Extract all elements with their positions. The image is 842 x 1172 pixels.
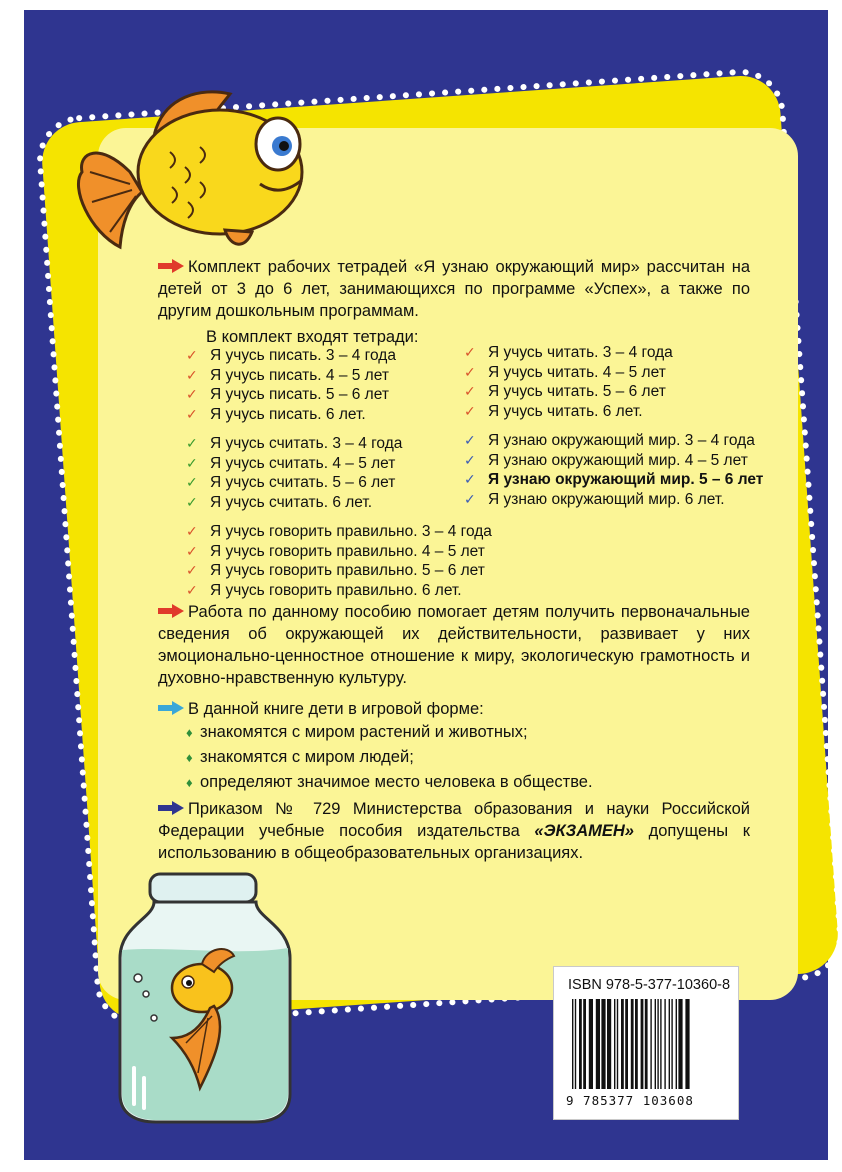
check-icon: ✓ bbox=[464, 363, 476, 380]
check-icon: ✓ bbox=[186, 366, 198, 383]
check-icon: ✓ bbox=[186, 405, 198, 422]
isbn-label: ISBN 978-5-377-10360-8 bbox=[568, 977, 731, 993]
game-bullet-item bbox=[186, 745, 593, 770]
workbook-item bbox=[186, 473, 492, 493]
barcode-bar bbox=[614, 999, 615, 1089]
game-bullets bbox=[186, 720, 593, 795]
game-heading bbox=[158, 698, 484, 720]
barcode-bar bbox=[621, 999, 624, 1089]
diamond-bullet-icon: ♦ bbox=[186, 775, 193, 790]
diamond-bullet-icon: ♦ bbox=[186, 750, 193, 765]
workbook-item bbox=[186, 454, 492, 474]
barcode-bar bbox=[678, 999, 682, 1089]
workbook-title: Я учусь говорить правильно. 6 лет. bbox=[210, 581, 462, 599]
publisher-name: «ЭКЗАМЕН» bbox=[534, 822, 634, 840]
isbn-block bbox=[553, 966, 739, 1120]
purpose-paragraph bbox=[158, 601, 750, 689]
barcode-bar bbox=[657, 999, 658, 1089]
barcode-bar bbox=[664, 999, 665, 1089]
barcode-bar bbox=[579, 999, 582, 1089]
check-icon: ✓ bbox=[186, 493, 198, 510]
workbook-title: Я учусь читать. 5 – 6 лет bbox=[488, 383, 666, 400]
workbook-title: Я учусь писать. 4 – 5 лет bbox=[210, 366, 389, 384]
cyan-arrow-icon bbox=[158, 701, 184, 715]
purpose-text: Работа по данному пособию помогает детям получить первоначальные сведения об окружающей их действительности, развивает у них эмоционально-ценностное отношение к миру, экологическую грамотность и духовно-нравственную культуру. bbox=[158, 603, 750, 687]
check-icon: ✓ bbox=[464, 402, 476, 419]
barcode-bar bbox=[650, 999, 651, 1089]
isbn-digits: 9 785377 103608 bbox=[566, 1093, 694, 1108]
check-icon: ✓ bbox=[186, 435, 198, 451]
check-icon: ✓ bbox=[464, 471, 476, 487]
workbook-title: Я учусь писать. 5 – 6 лет bbox=[210, 386, 389, 403]
workbook-item bbox=[464, 343, 763, 363]
check-icon: ✓ bbox=[186, 523, 198, 539]
check-icon: ✓ bbox=[186, 347, 198, 363]
barcode-bar bbox=[575, 999, 576, 1089]
workbook-group bbox=[186, 434, 492, 512]
check-icon: ✓ bbox=[464, 451, 476, 468]
check-icon: ✓ bbox=[464, 344, 476, 360]
game-bullet-item bbox=[186, 720, 593, 745]
red-arrow-icon bbox=[158, 259, 184, 273]
check-icon: ✓ bbox=[186, 542, 198, 559]
workbook-title: Я учусь говорить правильно. 5 – 6 лет bbox=[210, 562, 485, 579]
workbook-title: Я учусь говорить правильно. 3 – 4 года bbox=[210, 523, 492, 540]
workbook-title: Я узнаю окружающий мир. 3 – 4 года bbox=[488, 432, 755, 449]
workbook-item bbox=[186, 522, 492, 542]
barcode-bar bbox=[635, 999, 638, 1089]
workbook-item bbox=[186, 581, 492, 601]
order-text-after: допущены к использованию в общеобразовательных организациях. bbox=[158, 822, 750, 862]
barcode-bar bbox=[617, 999, 618, 1089]
intro-text: Комплект рабочих тетрадей «Я узнаю окружающий мир» рассчитан на детей от 3 до 6 лет, занимающихся по программе «Успех», а также по другим дошкольным программам. bbox=[158, 258, 750, 320]
check-icon: ✓ bbox=[186, 581, 198, 598]
workbook-title: Я учусь считать. 5 – 6 лет bbox=[210, 474, 396, 491]
workbook-item bbox=[186, 493, 492, 513]
workbook-title: Я узнаю окружающий мир. 5 – 6 лет bbox=[488, 471, 764, 488]
barcode-bar bbox=[671, 999, 672, 1089]
intro-paragraph bbox=[158, 256, 750, 322]
workbook-item bbox=[464, 382, 763, 402]
fish-jar-icon bbox=[110, 868, 300, 1126]
workbook-item bbox=[186, 561, 492, 581]
workbook-item bbox=[464, 451, 763, 471]
workbook-item bbox=[464, 431, 763, 451]
workbook-title: Я учусь говорить правильно. 4 – 5 лет bbox=[210, 542, 485, 560]
check-icon: ✓ bbox=[186, 386, 198, 402]
check-icon: ✓ bbox=[464, 383, 476, 399]
barcode-bar bbox=[641, 999, 644, 1089]
red-arrow-icon bbox=[158, 604, 184, 618]
workbook-title: Я учусь читать. 6 лет. bbox=[488, 402, 643, 420]
workbook-item bbox=[186, 385, 492, 405]
barcode-bar bbox=[596, 999, 600, 1089]
barcode-bar bbox=[631, 999, 634, 1089]
workbook-title: Я учусь читать. 4 – 5 лет bbox=[488, 363, 666, 381]
goldfish-icon bbox=[60, 72, 330, 262]
workbook-group bbox=[186, 522, 492, 600]
workbook-item bbox=[186, 542, 492, 562]
workbook-title: Я учусь считать. 4 – 5 лет bbox=[210, 454, 396, 472]
workbook-item bbox=[186, 405, 492, 425]
barcode-icon bbox=[570, 999, 722, 1091]
barcode-bar bbox=[655, 999, 656, 1089]
workbook-item bbox=[186, 434, 492, 454]
check-icon: ✓ bbox=[464, 432, 476, 448]
order-text-before: Приказом № 729 Министерства образования и науки Российской Федерации учебные пособия издательства bbox=[158, 800, 750, 840]
workbook-group bbox=[464, 431, 763, 509]
workbook-title: Я узнаю окружающий мир. 6 лет. bbox=[488, 490, 725, 508]
barcode-bar bbox=[660, 999, 661, 1089]
barcode-bar bbox=[583, 999, 586, 1089]
barcode-bar bbox=[676, 999, 677, 1089]
workbook-item bbox=[464, 402, 763, 422]
barcode-bar bbox=[645, 999, 648, 1089]
barcode-bar bbox=[607, 999, 611, 1089]
workbook-group bbox=[186, 346, 492, 424]
check-icon: ✓ bbox=[186, 474, 198, 490]
game-bullet-text: определяют значимое место человека в обществе. bbox=[200, 773, 593, 791]
workbook-title: Я учусь считать. 3 – 4 года bbox=[210, 435, 403, 452]
game-bullet-text: знакомятся с миром людей; bbox=[200, 748, 414, 766]
workbook-title: Я учусь писать. 3 – 4 года bbox=[210, 347, 396, 364]
barcode-bar bbox=[589, 999, 593, 1089]
workbook-item bbox=[464, 470, 763, 490]
barcode-bar bbox=[625, 999, 628, 1089]
game-bullet-item bbox=[186, 770, 593, 795]
workbook-list-right bbox=[464, 343, 763, 519]
navy-arrow-icon bbox=[158, 801, 184, 815]
check-icon: ✓ bbox=[186, 454, 198, 471]
workbook-list-left bbox=[186, 346, 492, 610]
barcode-bar bbox=[685, 999, 689, 1089]
game-heading-text: В данной книге дети в игровой форме: bbox=[188, 700, 484, 718]
barcode-bar bbox=[572, 999, 573, 1089]
workbook-item bbox=[464, 363, 763, 383]
workbook-title: Я учусь читать. 3 – 4 года bbox=[488, 344, 673, 361]
workbook-item bbox=[186, 366, 492, 386]
game-bullet-text: знакомятся с миром растений и животных; bbox=[200, 723, 528, 741]
barcode-bar bbox=[601, 999, 605, 1089]
order-paragraph bbox=[158, 798, 750, 864]
barcode-bar bbox=[669, 999, 670, 1089]
workbook-title: Я учусь писать. 6 лет. bbox=[210, 405, 366, 423]
set-heading: В комплект входят тетради: bbox=[206, 328, 419, 346]
workbook-group bbox=[464, 343, 763, 421]
workbook-item bbox=[186, 346, 492, 366]
diamond-bullet-icon: ♦ bbox=[186, 725, 193, 740]
workbook-item bbox=[464, 490, 763, 510]
check-icon: ✓ bbox=[186, 562, 198, 578]
workbook-title: Я узнаю окружающий мир. 4 – 5 лет bbox=[488, 451, 748, 469]
check-icon: ✓ bbox=[464, 490, 476, 507]
workbook-title: Я учусь считать. 6 лет. bbox=[210, 493, 373, 511]
